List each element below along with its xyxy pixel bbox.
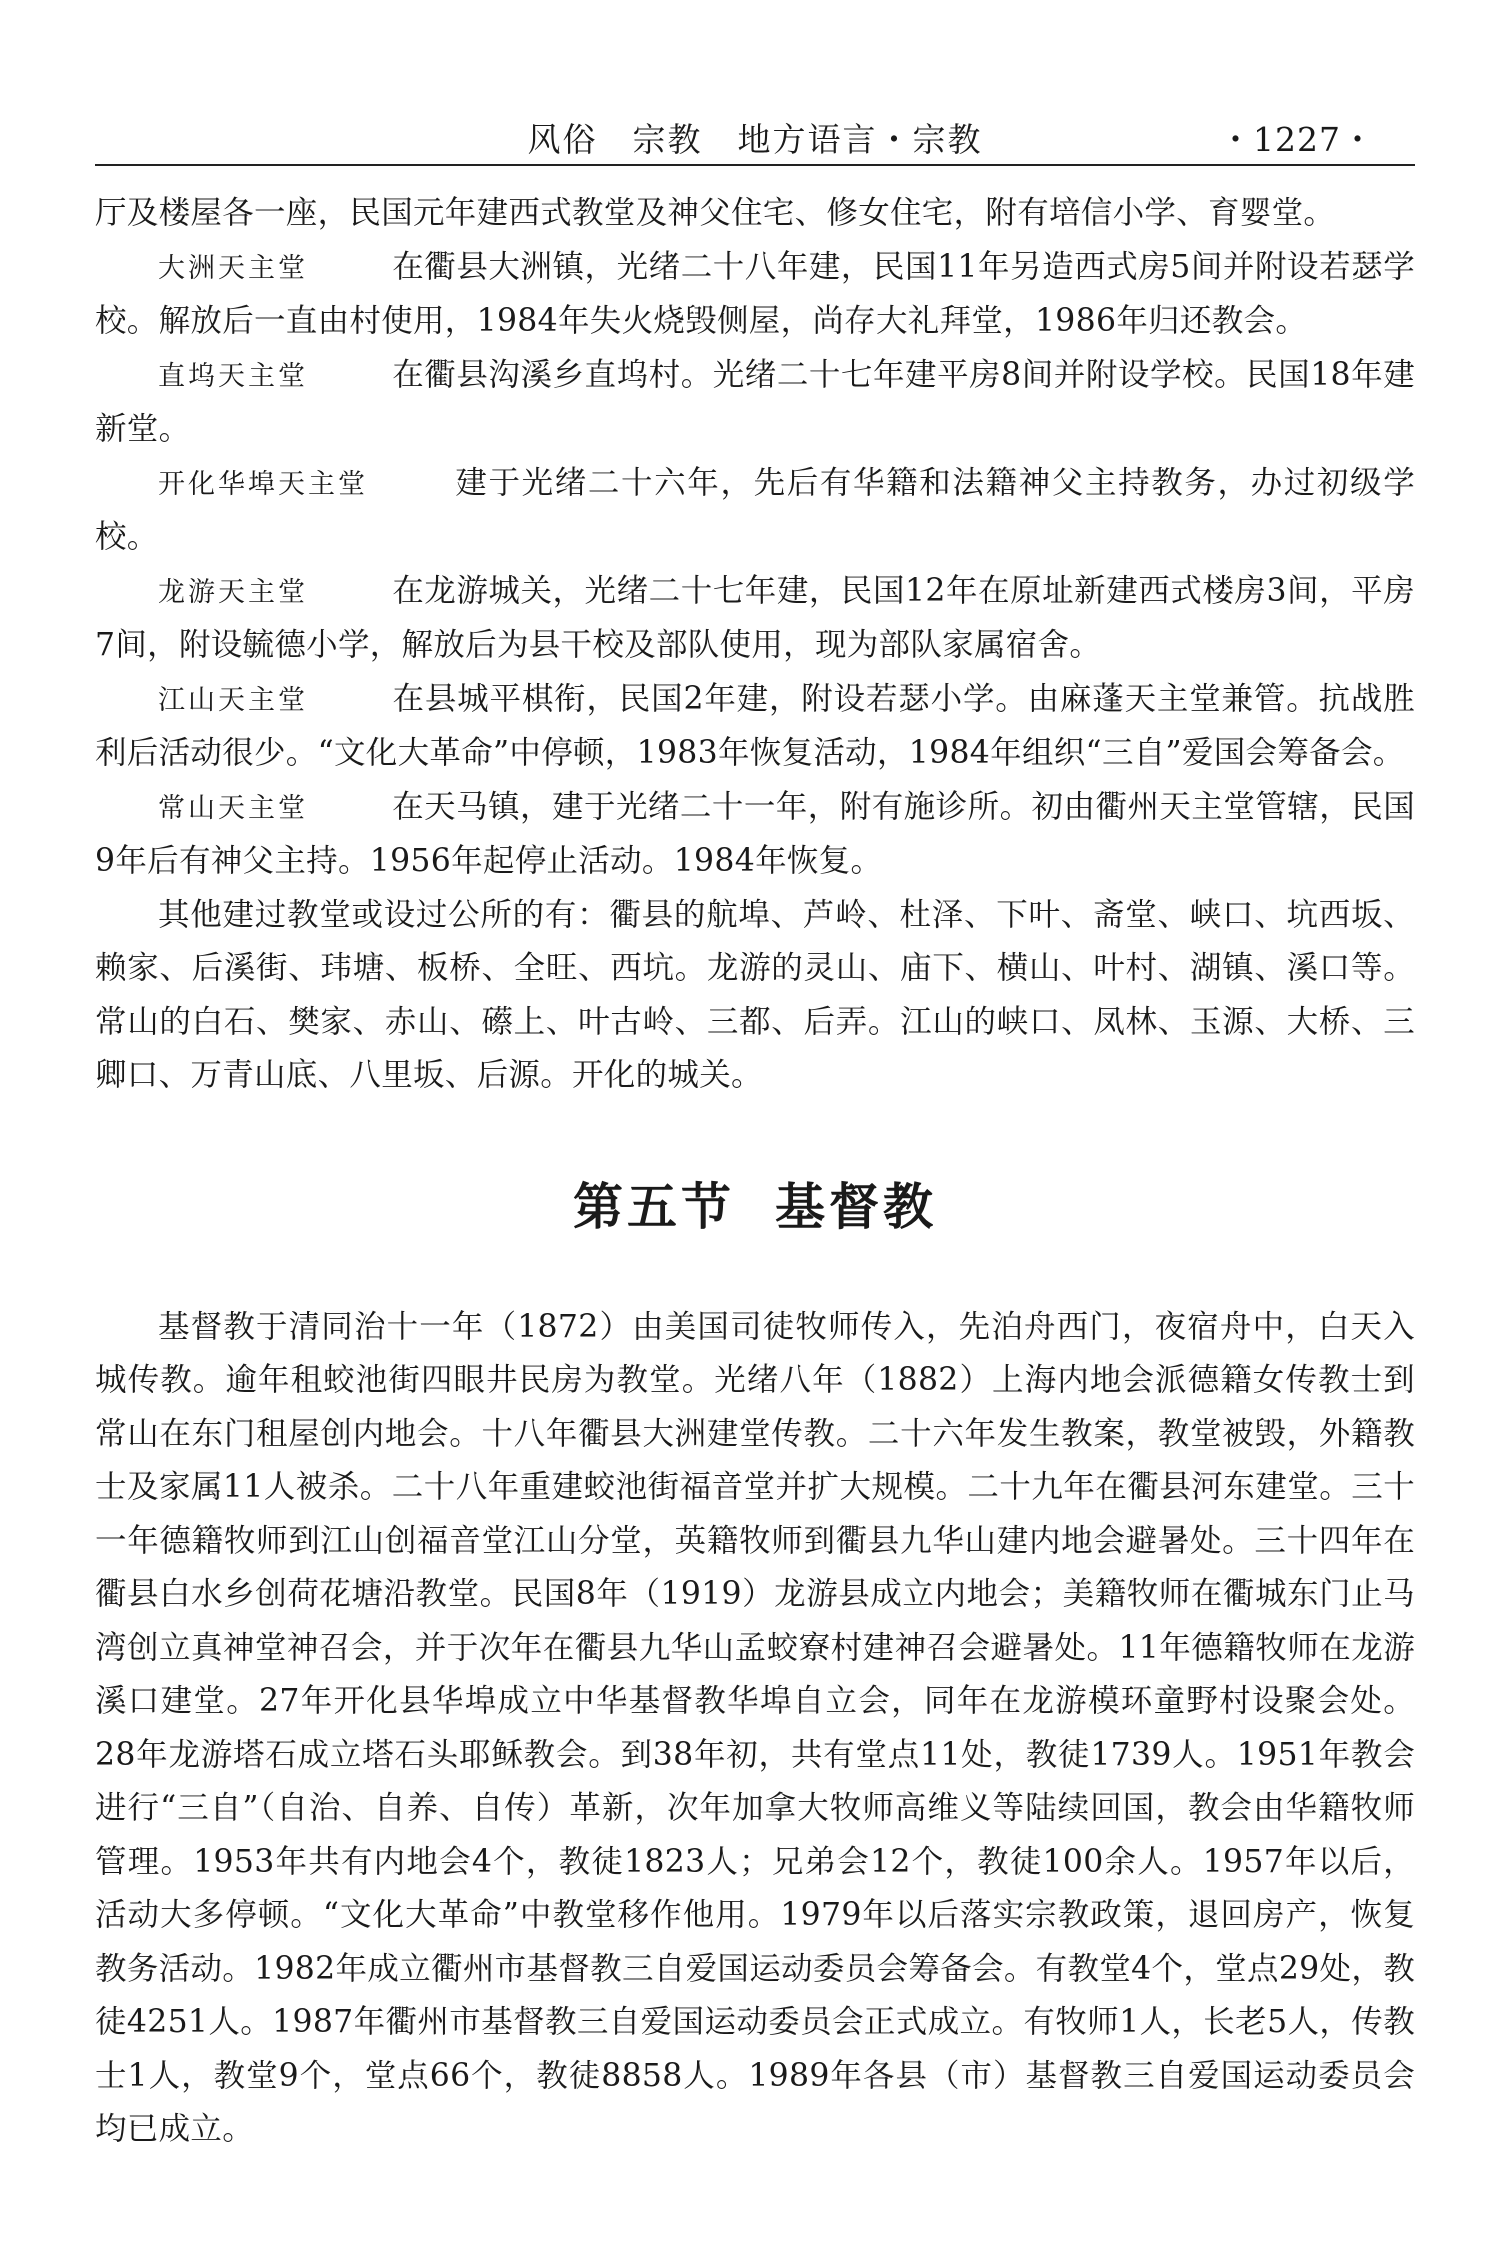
entry-longyou xyxy=(95,565,1415,673)
running-header xyxy=(95,108,1415,166)
section-number: 第五节 xyxy=(573,1176,735,1236)
section-title: 基督教 xyxy=(775,1176,937,1236)
entry-text: 建于光绪二十六年，先后有华籍和法籍神父主持教务，办过初级学校。 xyxy=(95,464,1415,555)
entry-text: 在龙游城关，光绪二十七年建，民国12年在原址新建西式楼房3间，平房7间，附设毓德小学，解放后为县干校及部队使用，现为部队家属宿舍。 xyxy=(95,572,1415,663)
entry-text: 在天马镇，建于光绪二十一年，附有施诊所。初由衢州天主堂管辖，民国9年后有神父主持。1956年起停止活动。1984年恢复。 xyxy=(95,788,1415,879)
page-number: ・1227・ xyxy=(1219,120,1375,159)
other-churches-paragraph: 其他建过教堂或设过公所的有：衢县的航埠、芦岭、杜泽、下叶、斋堂、峡口、坑西坂、赖家、后溪街、玮塘、板桥、全旺、西坑。龙游的灵山、庙下、横山、叶村、湖镇、溪口等。常山的白石、樊家、赤山、礤上、叶古岭、三都、后弄。江山的峡口、凤林、玉源、大桥、三卿口、万青山底、八里坂、后源。开化的城关。 xyxy=(95,896,1415,1093)
entry-zhiwu xyxy=(95,349,1415,457)
entry-name: 直坞天主堂 xyxy=(158,360,308,392)
entry-dazhou xyxy=(95,241,1415,349)
entry-kaihua-huabu xyxy=(95,457,1415,565)
entry-text: 在县城平棋衔，民国2年建，附设若瑟小学。由麻蓬天主堂兼管。抗战胜利后活动很少。“文化大革命”中停顿，1983年恢复活动，1984年组织“三自”爱国会筹备会。 xyxy=(95,680,1415,771)
page-body xyxy=(95,187,1415,2157)
entry-jiangshan xyxy=(95,673,1415,781)
intro-line: 厅及楼屋各一座，民国元年建西式教堂及神父住宅、修女住宅，附有培信小学、育婴堂。 xyxy=(95,195,1336,231)
entry-name: 龙游天主堂 xyxy=(158,576,308,608)
entry-text: 在衢县沟溪乡直坞村。光绪二十七年建平房8间并附设学校。民国18年建新堂。 xyxy=(95,356,1415,447)
header-title: 风俗 宗教 地方语言・宗教 xyxy=(527,120,983,159)
entry-name: 开化华埠天主堂 xyxy=(158,468,368,500)
entry-name: 常山天主堂 xyxy=(158,792,308,824)
entry-text: 在衢县大洲镇，光绪二十八年建，民国11年另造西式房5间并附设若瑟学校。解放后一直由村使用，1984年失火烧毁侧屋，尚存大礼拜堂，1986年归还教会。 xyxy=(95,248,1415,339)
entry-name: 江山天主堂 xyxy=(158,684,308,716)
entry-name: 大洲天主堂 xyxy=(158,252,308,284)
section-body-paragraph: 基督教于清同治十一年（1872）由美国司徒牧师传入，先泊舟西门，夜宿舟中，白天入城传教。逾年租蛟池街四眼井民房为教堂。光绪八年（1882）上海内地会派德籍女传教士到常山在东门租屋创内地会。十八年衢县大洲建堂传教。二十六年发生教案，教堂被毁，外籍教士及家属11人被杀。二十八年重建蛟池街福音堂并扩大规模。二十九年在衢县河东建堂。三十一年德籍牧师到江山创福音堂江山分堂，英籍牧师到衢县九华山建内地会避暑处。三十四年在衢县白水乡创荷花塘沿教堂。民国8年（1919）龙游县成立内地会；美籍牧师在衢城东门止马湾创立真神堂神召会，并于次年在衢县九华山孟蛟寮村建神召会避暑处。11年德籍牧师在龙游溪口建堂。27年开化县华埠成立中华基督教华埠自立会，同年在龙游模环童野村设聚会处。28年龙游塔石成立塔石头耶稣教会。到38年初，共有堂点11处，教徒1739人。1951年教会进行“三自”（自治、自养、自传）革新，次年加拿大牧师高维义等陆续回国，教会由华籍牧师管理。1953年共有内地会4个，教徒1823人；兄弟会12个，教徒100余人。1957年以后，活动大多停顿。“文化大革命”中教堂移作他用。1979年以后落实宗教政策，退回房产，恢复教务活动。1982年成立衢州市基督教三自爱国运动委员会筹备会。有教堂4个，堂点29处，教徒4251人。1987年衢州市基督教三自爱国运动委员会正式成立。有牧师1人，长老5人，传教士1人，教堂9个，堂点66个，教徒8858人。1989年各县（市）基督教三自爱国运动委员会均已成立。 xyxy=(95,1308,1415,2147)
section-heading xyxy=(95,1177,1415,1237)
entry-changshan xyxy=(95,781,1415,889)
